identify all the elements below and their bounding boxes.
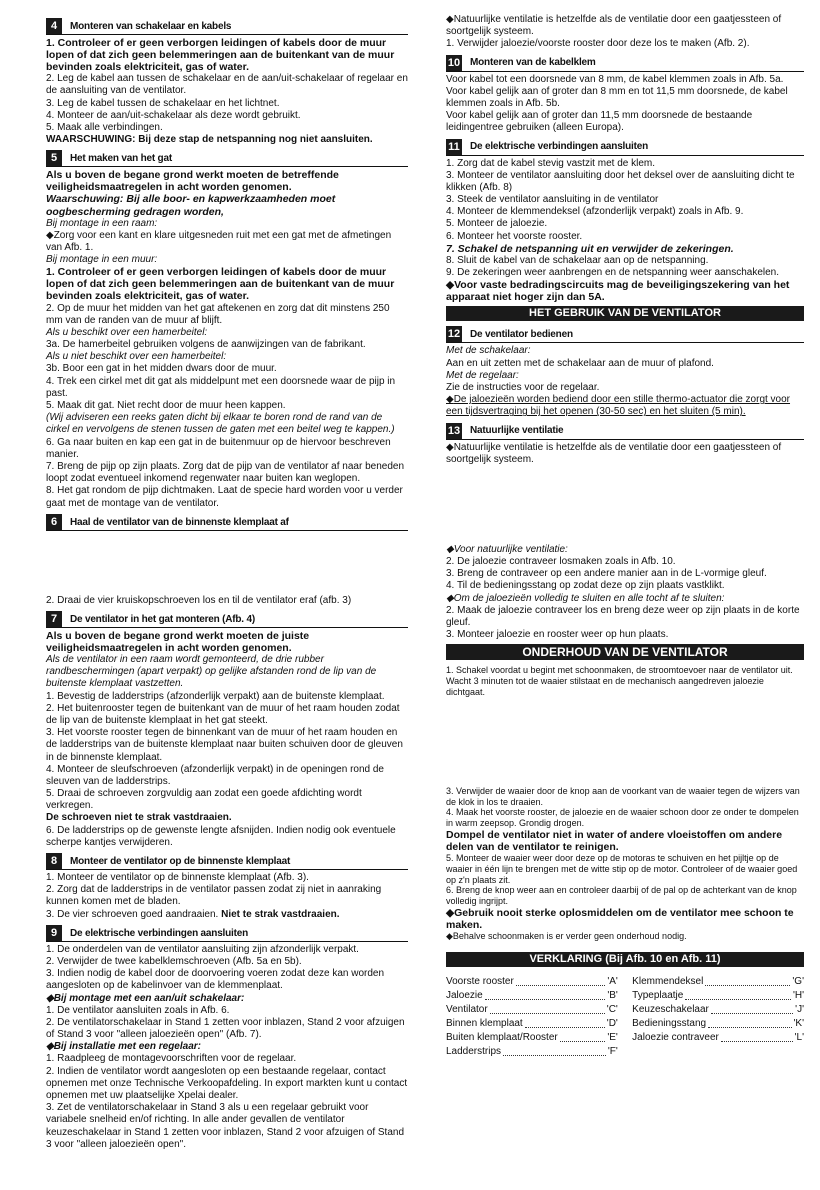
section-number: 6 xyxy=(46,514,62,530)
paragraph: 4. Monteer de sleufschroeven (afzonderlijk verpakt) in de openingen rond de sleuven van de ladderstrips. xyxy=(46,763,384,787)
legend-row xyxy=(632,1003,804,1017)
section-banner-use: HET GEBRUIK VAN DE VENTILATOR xyxy=(446,306,804,321)
legend-part-name: Jaloezie contraveer xyxy=(632,1031,719,1043)
leader-dots xyxy=(525,1017,605,1028)
paragraph: Met de schakelaar: xyxy=(446,345,531,357)
legend-right-column xyxy=(632,975,804,1059)
warning-text: Niet te strak vastdraaien. xyxy=(221,908,340,920)
section-7-header xyxy=(46,611,408,628)
bullet-item: ◆ Bij installatie met een regelaar: xyxy=(46,1041,408,1053)
bullet-item: ◆ Bij montage met een aan/uit schakelaar: xyxy=(46,993,408,1005)
paragraph: 6. Breng de knop weer aan en controleer daarbij of de pal op de achterkant van de knop volledig ingrijpt. xyxy=(446,885,797,907)
legend-row xyxy=(446,1031,618,1045)
paragraph: 3. Indien nodig de kabel door de doorvoering voeren zodat deze kan worden aangesloten op de kabelinvoer van de klemmenplaat. xyxy=(46,968,385,992)
legend-row xyxy=(632,975,804,989)
figure-space xyxy=(46,533,408,595)
left-column xyxy=(46,14,408,1151)
paragraph: 2. De jaloezie contraveer losmaken zoals in Afb. 10. xyxy=(446,556,676,568)
warning-text: 7. Schakel de netspanning uit en verwijder de zekeringen. xyxy=(446,242,734,255)
paragraph: 3a. De hamerbeitel gebruiken volgens de aanwijzingen van de fabrikant. xyxy=(46,339,366,351)
paragraph: 8. Het gat rondom de pijp dichtmaken. Laat de specie hard worden voor u verder gaat met de montage van de ventilator. xyxy=(46,485,403,509)
leader-dots xyxy=(485,989,606,1000)
paragraph: 5. Monteer de waaier weer door deze op de motoras te schuiven en het pijltje op de waaier in één lijn te brengen met de witte stip op de motor. Controleer of de waaier goed op z'n plaats zit. xyxy=(446,853,798,885)
paragraph: (Wij adviseren een reeks gaten dicht bij elkaar te boren rond de rand van de cirkel en vervolgens de stenen tussen de gaten met een beitel weg te kappen.) xyxy=(46,412,395,436)
section-9-header xyxy=(46,925,408,942)
section-title: De elektrische verbindingen aansluiten xyxy=(470,141,649,153)
paragraph: 1. De onderdelen van de ventilator aansluiting zijn afzonderlijk verpakt. xyxy=(46,943,359,955)
paragraph: Als de ventilator in een raam wordt gemonteerd, de drie rubber randbeschermingen (apart verpakt) op gelijke afstanden rond de lip van de buitenste klemplaat vastzetten. xyxy=(46,654,377,690)
legend-row xyxy=(446,1045,618,1059)
legend-row xyxy=(446,1017,618,1031)
legend-part-code: 'G' xyxy=(792,975,804,987)
bullet-item: ◆ De jaloezieën worden bediend door een stille thermo-actuator die zorgt voor een tijdsvertraging bij het openen (30-50 sec) en het sluiten (5 min). xyxy=(446,394,804,418)
paragraph: 2. Het buitenrooster tegen de buitenkant van de muur of het raam houden zodat de lip van de buitenste klemplaat in het gat steekt. xyxy=(46,702,400,726)
section-number: 11 xyxy=(446,139,462,155)
paragraph: 2. Indien de ventilator wordt aangesloten op een bestaande regelaar, contact opnemen met onze Technische Verkoopafdeling. In export markten kunt u contact opnemen met uw plaatselijke Xpelai dealer. xyxy=(46,1065,408,1101)
legend-part-name: Klemmendeksel xyxy=(632,975,704,987)
section-title: Monteer de ventilator op de binnenste klemplaat xyxy=(70,855,291,867)
section-title: De ventilator bedienen xyxy=(470,329,573,341)
paragraph: Bij montage in een raam: xyxy=(46,217,158,229)
section-number: 12 xyxy=(447,328,461,341)
section-title: De elektrische verbindingen aansluiten xyxy=(70,927,249,939)
section-number: 5 xyxy=(46,150,62,166)
legend-part-name: Voorste rooster xyxy=(446,975,514,987)
section-5-header xyxy=(46,150,408,167)
paragraph: 3b. Boor een gat in het midden dwars door de muur. xyxy=(46,363,277,375)
paragraph: 3. Verwijder de waaier door de knop aan de voorkant van de waaier tegen de wijzers van de klok in los te draaien. xyxy=(446,785,800,807)
paragraph: 3. Monteer de ventilator aansluiting door het deksel over de aansluiting dicht te klikken (Afb. 8) xyxy=(446,169,795,193)
paragraph: 5. Maak alle verbindingen. xyxy=(46,121,163,133)
paragraph: 3. Het voorste rooster tegen de binnenkant van de muur of het raam houden en de ladderstrips van de buitenste klemplaat naar buiten schuiven door de gleuven in de binnenste klemplaat. xyxy=(46,727,403,763)
leader-dots xyxy=(490,1003,605,1014)
section-number: 8 xyxy=(46,853,62,869)
paragraph: Aan en uit zetten met de schakelaar aan de muur of plafond. xyxy=(446,357,714,369)
leader-dots xyxy=(560,1031,606,1042)
section-title: Monteren van schakelaar en kabels xyxy=(70,20,232,32)
legend-part-name: Binnen klemplaat xyxy=(446,1017,523,1029)
bullet-item: ◆ Natuurlijke ventilatie is hetzelfde als de ventilatie door een gaatjessteen of soortgelijk systeem. xyxy=(446,14,804,38)
paragraph: 1. Monteer de ventilator op de binnenste klemplaat (Afb. 3). xyxy=(46,872,309,883)
paragraph: 4. Trek een cirkel met dit gat als middelpunt met een doorsnede waar de pijp in past. xyxy=(46,375,396,399)
legend-part-code: 'A' xyxy=(607,975,618,987)
warning-text: ◆ Gebruik nooit sterke oplosmiddelen om de ventilator mee schoon te maken. xyxy=(446,907,804,931)
paragraph: 4. Maak het voorste rooster, de jaloezie en de waaier schoon door ze onder te dompelen in warm zeepsop. Grondig drogen. xyxy=(446,807,799,829)
paragraph: Als u beschikt over een hamerbeitel: xyxy=(46,326,208,338)
legend-part-name: Buiten klemplaat/Rooster xyxy=(446,1031,558,1043)
paragraph-part: 3. De vier schroeven goed aandraaien. xyxy=(46,908,222,920)
section-number: 13 xyxy=(447,424,461,437)
section-number: 9 xyxy=(46,925,62,941)
paragraph: 1. Controleer of er geen verborgen leidingen of kabels door de muur lopen of dat zich geen belemmeringen aan de buitenkant van de muur bevinden zoals elektriciteit, gas of water. xyxy=(46,266,395,303)
paragraph: 6. Monteer het voorste rooster. xyxy=(446,230,583,242)
section-title: Natuurlijke ventilatie xyxy=(470,425,564,437)
section-title: De ventilator in het gat monteren (Afb. 4) xyxy=(70,613,255,625)
section-title: Het maken van het gat xyxy=(70,153,172,165)
paragraph: 3. Monteer jaloezie en rooster weer op hun plaats. xyxy=(446,629,669,641)
legend-part-code: 'K' xyxy=(793,1017,804,1029)
paragraph: 1. Zorg dat de kabel stevig vastzit met de klem. xyxy=(446,157,655,169)
paragraph: 2. Maak de jaloezie contraveer los en breng deze weer op zijn plaats in de korte gleuf. xyxy=(446,604,800,628)
leader-dots xyxy=(705,975,790,986)
paragraph: 1. Schakel voordat u begint met schoonmaken, de stroomtoevoer naar de ventilator uit. Wacht 3 minuten tot de waaier stilstaat en de mechanisch aangedreven jaloezie dichtgaat. xyxy=(446,665,793,697)
leader-dots xyxy=(516,975,606,986)
leader-dots xyxy=(721,1031,793,1042)
section-number: 4 xyxy=(46,18,62,34)
section-13-header xyxy=(446,423,804,440)
section-6-header xyxy=(46,514,408,531)
paragraph: 6. Ga naar buiten en kap een gat in de buitenmuur op de hiervoor beschreven manier. xyxy=(46,436,391,460)
paragraph: 2. Zorg dat de ladderstrips in de ventilator passen zodat zij niet in aanraking kunnen komen met de bladen. xyxy=(46,884,382,908)
legend-part-code: 'H' xyxy=(792,989,804,1001)
paragraph: 2. Verwijder de twee kabelklemschroeven (Afb. 5a en 5b). xyxy=(46,955,302,967)
legend-part-name: Ventilator xyxy=(446,1003,488,1015)
paragraph: Voor kabel tot een doorsnede van 8 mm, de kabel klemmen zoals in Afb. 5a. xyxy=(446,73,784,85)
legend-part-code: 'C' xyxy=(606,1003,618,1015)
paragraph: Voor kabel gelijk aan of groter dan 8 mm en tot 11,5 mm doorsnede, de kabel klemmen zoals in Afb. 5b. xyxy=(446,85,788,109)
legend-part-name: Keuzeschakelaar xyxy=(632,1003,709,1015)
warning-text: ◆ Voor vaste bedradingscircuits mag de beveiligingszekering van het apparaat niet hoger zijn dan 5A. xyxy=(446,279,804,303)
legend-part-code: 'L' xyxy=(794,1031,804,1043)
legend-part-code: 'J' xyxy=(795,1003,804,1015)
bullet-item: ◆ Voor natuurlijke ventilatie: xyxy=(446,544,804,556)
section-title: Monteren van de kabelklem xyxy=(470,57,596,69)
warning-text: De schroeven niet te strak vastdraaien. xyxy=(46,812,232,824)
paragraph: 2. Leg de kabel aan tussen de schakelaar en de aan/uit-schakelaar of regelaar en de aansluiting van de ventilator. xyxy=(46,73,408,97)
section-8-header xyxy=(46,853,408,870)
paragraph: 4. Monteer de aan/uit-schakelaar als deze wordt gebruikt. xyxy=(46,109,301,121)
paragraph: Bij montage in een muur: xyxy=(46,254,158,266)
paragraph: 1. Verwijder jaloezie/voorste rooster door deze los te maken (Afb. 2). xyxy=(446,38,750,50)
legend-row xyxy=(446,975,618,989)
section-banner-maintenance: ONDERHOUD VAN DE VENTILATOR xyxy=(446,644,804,660)
paragraph: 3. Steek de ventilator aansluiting in de ventilator xyxy=(446,194,659,206)
paragraph: Voor kabel gelijk aan of groter dan 11,5 mm doorsnede de bestaande leidingentree gebruiken (alleen Europa). xyxy=(446,110,753,134)
paragraph: Als u boven de begane grond werkt moeten de juiste veiligheidsmaatregelen in acht worden genomen. xyxy=(46,629,310,654)
leader-dots xyxy=(685,989,791,1000)
leader-dots xyxy=(711,1003,793,1014)
section-banner-legend: VERKLARING (Bij Afb. 10 en Afb. 11) xyxy=(446,952,804,967)
section-number: 7 xyxy=(46,611,62,627)
paragraph: 6. De ladderstrips op de gewenste lengte afsnijden. Indien nodig ook eventuele scherpe kantjes verwijderen. xyxy=(46,824,396,848)
paragraph: 4. Monteer de klemmendeksel (afzonderlijk verpakt) zoals in Afb. 9. xyxy=(446,206,744,218)
paragraph: Als u boven de begane grond werkt moeten de betreffende veiligheidsmaatregelen in acht worden genomen. xyxy=(46,169,339,194)
paragraph: Zie de instructies voor de regelaar. xyxy=(446,381,600,393)
legend-row xyxy=(632,989,804,1003)
section-4-header xyxy=(46,18,408,35)
section-title: Haal de ventilator van de binnenste klemplaat af xyxy=(70,516,289,528)
paragraph xyxy=(46,909,408,921)
paragraph: 5. Monteer de jaloezie. xyxy=(446,218,548,230)
paragraph: 5. Maak dit gat. Niet recht door de muur heen kappen. xyxy=(46,400,286,411)
paragraph: 9. De zekeringen weer aanbrengen en de netspanning weer aanschakelen. xyxy=(446,267,780,279)
legend-part-code: 'E' xyxy=(607,1031,618,1043)
legend-part-name: Jaloezie xyxy=(446,989,483,1001)
legend-part-name: Ladderstrips xyxy=(446,1045,502,1057)
paragraph: 5. Draai de schroeven zorgvuldig aan zodat een goede afdichting wordt verkregen. xyxy=(46,788,362,812)
bullet-item: ◆ Natuurlijke ventilatie is hetzelfde als de ventilatie door een gaatjessteen of soortgelijk systeem. xyxy=(446,442,804,466)
legend xyxy=(446,975,804,1059)
paragraph: 2. De ventilatorschakelaar in Stand 1 zetten voor inblazen, Stand 2 voor afzuigen of Stand 3 voor "alleen jaloezieën open" (Afb. 7). xyxy=(46,1016,405,1041)
warning-text: WAARSCHUWING: Bij deze stap de netspanning nog niet aansluiten. xyxy=(46,134,373,146)
paragraph: 8. Sluit de kabel van de schakelaar aan op de netspanning. xyxy=(446,254,709,266)
paragraph: 1. Bevestig de ladderstrips (afzonderlijk verpakt) aan de buitenste klemplaat. xyxy=(46,690,385,702)
bullet-item: ◆ Zorg voor een kant en klare uitgesneden ruit met een gat met de afmetingen van Afb. 1. xyxy=(46,230,408,254)
paragraph: 3. Zet de ventilatorschakelaar in Stand 3 als u een regelaar gebruikt voor variabele snelheid en/of richting. In alle ander gevallen de ventilator keuzeschakelaar in Stand 1 zetten voor inblazen, Stand 2 voor afzuigen of Stand 3 voor "alleen jaloezieën open". xyxy=(46,1102,405,1150)
bullet-item: ◆ Om de jaloezieën volledig te sluiten en alle tocht af te sluiten: xyxy=(446,593,804,605)
section-12-header xyxy=(446,326,804,343)
paragraph: Als u niet beschikt over een hamerbeitel: xyxy=(46,351,227,363)
paragraph: 1. De ventilator aansluiten zoals in Afb. 6. xyxy=(46,1004,230,1016)
paragraph: 1. Raadpleeg de montagevoorschriften voor de regelaar. xyxy=(46,1053,297,1065)
leader-dots xyxy=(708,1017,791,1028)
right-column xyxy=(446,14,804,1059)
legend-row xyxy=(632,1031,804,1045)
legend-part-name: Typeplaatje xyxy=(632,989,684,1001)
legend-left-column xyxy=(446,975,618,1059)
figure-space xyxy=(446,698,804,786)
paragraph: 3. Breng de contraveer op een andere manier aan in de L-vormige gleuf. xyxy=(446,568,767,580)
section-10-header xyxy=(446,55,804,72)
warning-text: Waarschuwing: Bij alle boor- en kapwerkzaamheden moet oogbescherming gedragen worden, xyxy=(46,193,336,218)
paragraph: Met de regelaar: xyxy=(446,369,519,381)
legend-part-code: 'F' xyxy=(607,1045,618,1057)
paragraph: 2. Draai de vier kruiskopschroeven los en til de ventilator eraf (afb. 3) xyxy=(46,594,352,606)
paragraph: 2. Op de muur het midden van het gat aftekenen en zorg dat dit minstens 250 mm van de randen van de muur af blijft. xyxy=(46,302,390,326)
paragraph: 3. Leg de kabel tussen de schakelaar en het lichtnet. xyxy=(46,97,280,109)
warning-text: Dompel de ventilator niet in water of andere vloeistoffen om andere delen van de ventilator te reinigen. xyxy=(446,828,783,854)
legend-row xyxy=(446,1003,618,1017)
paragraph: 7. Breng de pijp op zijn plaats. Zorg dat de pijp van de ventilator af naar beneden loopt zodat eventueel inkomend regenwater naar buiten kan weglopen. xyxy=(46,460,405,485)
legend-part-name: Bedieningsstang xyxy=(632,1017,707,1029)
section-number: 10 xyxy=(447,56,461,69)
section-11-header xyxy=(446,139,804,156)
leader-dots xyxy=(503,1045,606,1056)
bullet-item: ◆ Behalve schoonmaken is er verder geen onderhoud nodig. xyxy=(446,931,804,942)
paragraph: 1. Controleer of er geen verborgen leidingen of kabels door de muur lopen of dat zich geen belemmeringen aan de buitenkant van de muur bevinden zoals elektriciteit, gas of water. xyxy=(46,37,395,74)
legend-part-code: 'D' xyxy=(606,1017,618,1029)
paragraph: 4. Til de bedieningsstang op zodat deze op zijn plaats vastklikt. xyxy=(446,580,725,592)
legend-part-code: 'B' xyxy=(607,989,618,1001)
legend-row xyxy=(632,1017,804,1031)
figure-space xyxy=(446,466,804,544)
legend-row xyxy=(446,989,618,1003)
